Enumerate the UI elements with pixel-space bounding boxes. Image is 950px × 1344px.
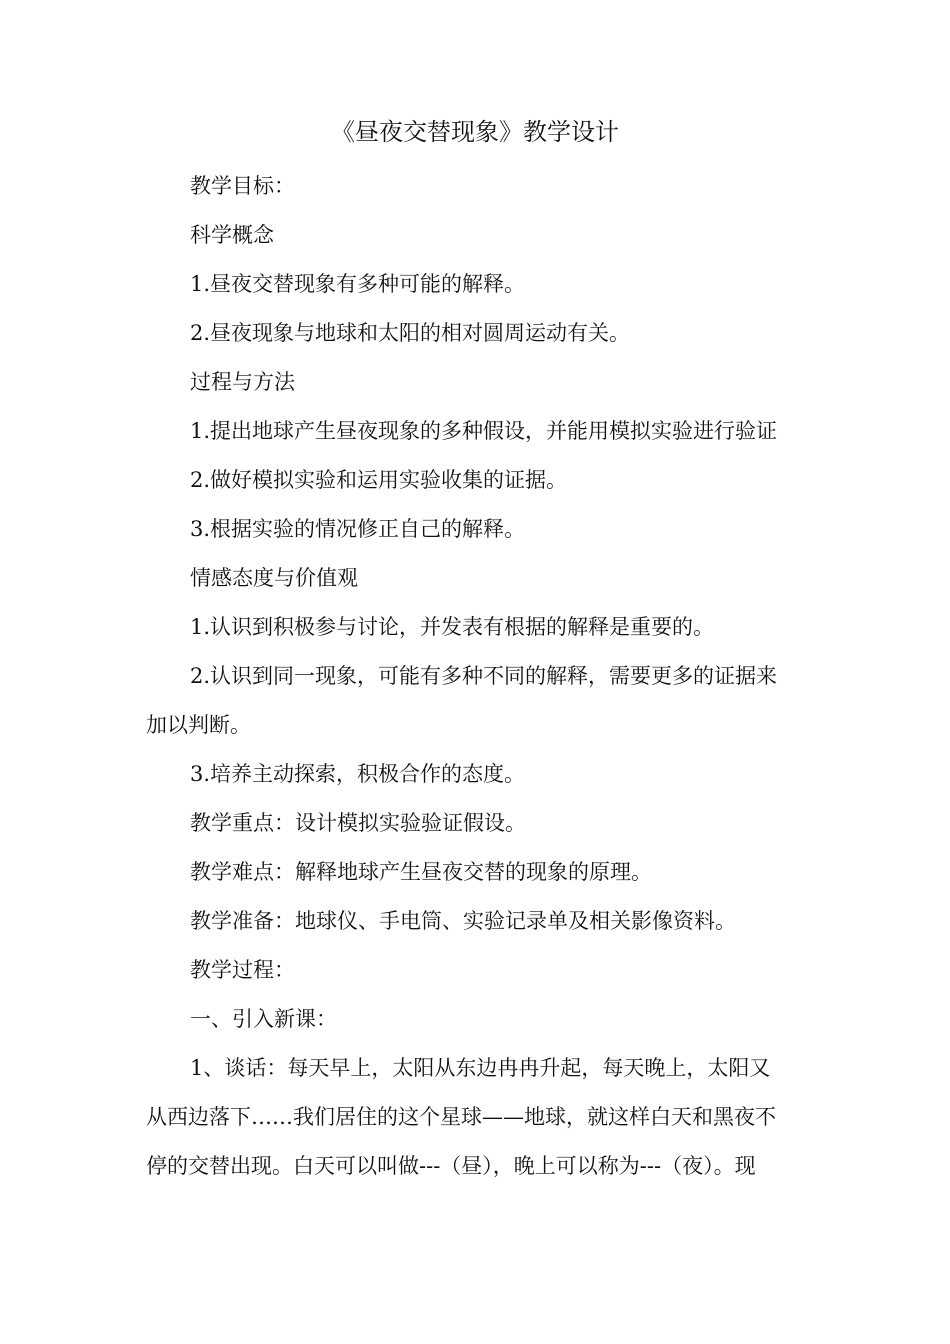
section-introduction: 一、引入新课： [190,1007,337,1031]
paragraph-line: 停的交替出现。白天可以叫做---（昼），晚上可以称为---（夜）。现 [146,1154,756,1178]
subheading-process-methods: 过程与方法 [190,370,295,394]
paragraph-line: 1.昼夜交替现象有多种可能的解释。 [190,272,526,296]
teaching-key-point: 教学重点：设计模拟实验验证假设。 [190,811,526,835]
subheading-science-concepts: 科学概念 [190,223,274,247]
paragraph-line: 3.根据实验的情况修正自己的解释。 [190,517,526,541]
paragraph-line: 1.提出地球产生昼夜现象的多种假设，并能用模拟实验进行验证 [190,419,778,443]
teaching-preparation: 教学准备：地球仪、手电筒、实验记录单及相关影像资料。 [190,909,736,933]
subheading-attitudes-values: 情感态度与价值观 [190,566,358,590]
paragraph-line: 加以判断。 [146,713,251,737]
teaching-difficulty: 教学难点：解释地球产生昼夜交替的现象的原理。 [190,860,652,884]
paragraph-line: 从西边落下……我们居住的这个星球——地球，就这样白天和黑夜不 [146,1105,776,1129]
paragraph-line: 3.培养主动探索，积极合作的态度。 [190,762,526,786]
document-title: 《昼夜交替现象》教学设计 [331,118,619,146]
paragraph-line: 2.认识到同一现象，可能有多种不同的解释，需要更多的证据来 [190,664,778,688]
paragraph-line: 1、谈话：每天早上，太阳从东边冉冉升起，每天晚上，太阳又 [190,1056,771,1080]
heading-teaching-goals: 教学目标： [190,174,295,198]
paragraph-line: 2.昼夜现象与地球和太阳的相对圆周运动有关。 [190,321,631,345]
paragraph-line: 1.认识到积极参与讨论，并发表有根据的解释是重要的。 [190,615,715,639]
paragraph-line: 2.做好模拟实验和运用实验收集的证据。 [190,468,568,492]
heading-teaching-process: 教学过程： [190,958,295,982]
